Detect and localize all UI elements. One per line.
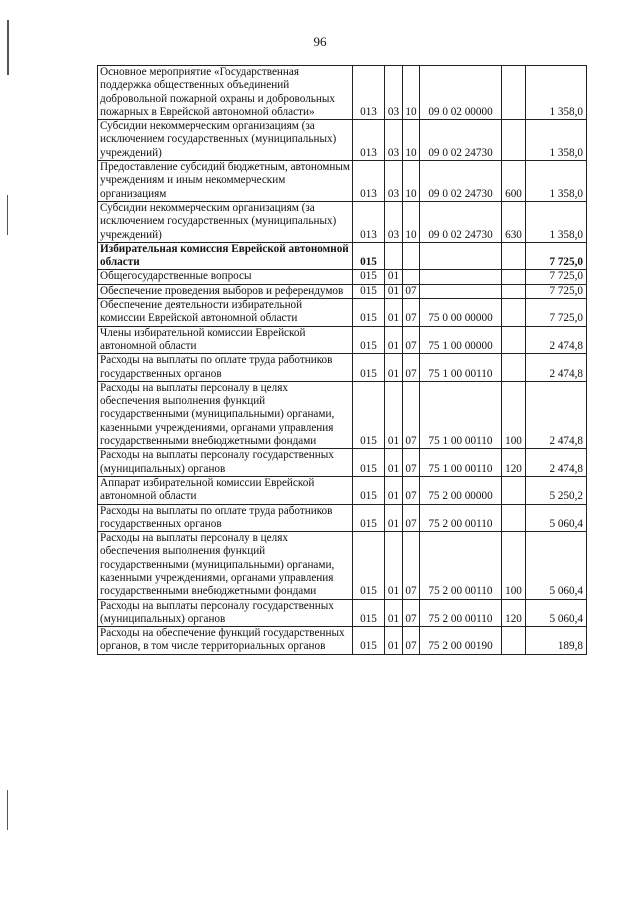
csr-cell — [420, 270, 502, 284]
row-name-cell: Члены избирательной комиссии Еврейской автономной области — [98, 326, 353, 354]
scan-edge-mark — [7, 195, 8, 235]
vr-cell — [502, 284, 526, 298]
ved-cell: 015 — [353, 284, 385, 298]
table-row — [98, 284, 587, 298]
sum-cell: 1 358,0 — [526, 120, 587, 161]
sum-cell: 2 474,8 — [526, 381, 587, 448]
sum-cell: 5 060,4 — [526, 504, 587, 532]
page-number: 96 — [313, 34, 327, 49]
table-row — [98, 476, 587, 504]
table-row — [98, 161, 587, 202]
row-name-cell: Расходы на выплаты персоналу государственных (муниципальных) органов — [98, 449, 353, 477]
table-row — [98, 66, 587, 120]
row-name-cell: Обеспечение проведения выборов и референдумов — [98, 284, 353, 298]
rz-cell: 03 — [385, 120, 403, 161]
row-name-cell: Расходы на выплаты по оплате труда работников государственных органов — [98, 354, 353, 382]
sum-cell: 1 358,0 — [526, 161, 587, 202]
ved-cell: 015 — [353, 326, 385, 354]
table-row — [98, 599, 587, 627]
rz-cell: 01 — [385, 354, 403, 382]
vr-cell — [502, 299, 526, 327]
rz-cell: 01 — [385, 449, 403, 477]
row-name-cell: Избирательная комиссия Еврейской автономной области — [98, 242, 353, 270]
table-row — [98, 201, 587, 242]
ved-cell: 015 — [353, 627, 385, 655]
rz-cell: 01 — [385, 270, 403, 284]
scan-edge-mark — [7, 790, 8, 830]
csr-cell: 75 1 00 00000 — [420, 326, 502, 354]
pr-cell: 07 — [403, 299, 420, 327]
csr-cell: 09 0 02 24730 — [420, 161, 502, 202]
row-name-cell: Предоставление субсидий бюджетным, автономным учреждениям и иным некоммерческим организациям — [98, 161, 353, 202]
ved-cell: 015 — [353, 476, 385, 504]
vr-cell: 120 — [502, 599, 526, 627]
rz-cell: 01 — [385, 381, 403, 448]
row-name-cell: Расходы на выплаты по оплате труда работников государственных органов — [98, 504, 353, 532]
table-row — [98, 449, 587, 477]
rz-cell: 01 — [385, 299, 403, 327]
csr-cell: 75 2 00 00110 — [420, 532, 502, 599]
sum-cell: 7 725,0 — [526, 284, 587, 298]
vr-cell — [502, 66, 526, 120]
pr-cell: 07 — [403, 326, 420, 354]
pr-cell — [403, 242, 420, 270]
vr-cell — [502, 270, 526, 284]
row-name-cell: Субсидии некоммерческим организациям (за исключением государственных (муниципальных) учреждений) — [98, 120, 353, 161]
pr-cell: 07 — [403, 504, 420, 532]
pr-cell: 07 — [403, 381, 420, 448]
csr-cell: 75 0 00 00000 — [420, 299, 502, 327]
ved-cell: 015 — [353, 599, 385, 627]
sum-cell: 189,8 — [526, 627, 587, 655]
csr-cell — [420, 284, 502, 298]
row-name-cell: Расходы на выплаты персоналу в целях обеспечения выполнения функций государственными (муниципальными) органами, казенными учреждениями, органами управления государственными внебюджетными фондами — [98, 532, 353, 599]
vr-cell: 630 — [502, 201, 526, 242]
rz-cell: 01 — [385, 504, 403, 532]
table-row — [98, 627, 587, 655]
rz-cell: 01 — [385, 476, 403, 504]
row-name-cell: Расходы на выплаты персоналу в целях обеспечения выполнения функций государственными (муниципальными) органами, казенными учреждениями, органами управления государственными внебюджетными фондами — [98, 381, 353, 448]
csr-cell: 75 1 00 00110 — [420, 354, 502, 382]
rz-cell: 01 — [385, 599, 403, 627]
row-name-cell: Обеспечение деятельности избирательной комиссии Еврейской автономной области — [98, 299, 353, 327]
rz-cell: 03 — [385, 161, 403, 202]
sum-cell: 2 474,8 — [526, 449, 587, 477]
budget-table-body — [98, 66, 587, 655]
pr-cell: 07 — [403, 284, 420, 298]
vr-cell — [502, 354, 526, 382]
vr-cell — [502, 326, 526, 354]
pr-cell: 07 — [403, 627, 420, 655]
ved-cell: 015 — [353, 381, 385, 448]
budget-table — [97, 65, 587, 655]
vr-cell — [502, 504, 526, 532]
vr-cell — [502, 120, 526, 161]
table-row — [98, 381, 587, 448]
pr-cell — [403, 270, 420, 284]
row-name-cell: Расходы на обеспечение функций государственных органов, в том числе территориальных органов — [98, 627, 353, 655]
rz-cell: 01 — [385, 284, 403, 298]
csr-cell: 09 0 02 24730 — [420, 120, 502, 161]
row-name-cell: Аппарат избирательной комиссии Еврейской автономной области — [98, 476, 353, 504]
rz-cell: 01 — [385, 532, 403, 599]
sum-cell: 7 725,0 — [526, 242, 587, 270]
pr-cell: 07 — [403, 599, 420, 627]
ved-cell: 013 — [353, 66, 385, 120]
table-row — [98, 326, 587, 354]
vr-cell: 600 — [502, 161, 526, 202]
table-row — [98, 532, 587, 599]
csr-cell: 75 2 00 00110 — [420, 504, 502, 532]
table-row — [98, 299, 587, 327]
vr-cell — [502, 476, 526, 504]
vr-cell: 100 — [502, 532, 526, 599]
csr-cell: 75 2 00 00190 — [420, 627, 502, 655]
table-row — [98, 242, 587, 270]
vr-cell: 120 — [502, 449, 526, 477]
sum-cell: 5 060,4 — [526, 599, 587, 627]
sum-cell: 7 725,0 — [526, 270, 587, 284]
row-name-cell: Расходы на выплаты персоналу государственных (муниципальных) органов — [98, 599, 353, 627]
pr-cell: 07 — [403, 449, 420, 477]
ved-cell: 015 — [353, 449, 385, 477]
ved-cell: 015 — [353, 532, 385, 599]
rz-cell: 01 — [385, 627, 403, 655]
row-name-cell: Общегосударственные вопросы — [98, 270, 353, 284]
pr-cell: 07 — [403, 476, 420, 504]
table-row — [98, 120, 587, 161]
ved-cell: 013 — [353, 161, 385, 202]
ved-cell: 013 — [353, 201, 385, 242]
csr-cell: 75 2 00 00110 — [420, 599, 502, 627]
ved-cell: 015 — [353, 242, 385, 270]
csr-cell: 75 1 00 00110 — [420, 381, 502, 448]
sum-cell: 5 250,2 — [526, 476, 587, 504]
csr-cell: 75 2 00 00000 — [420, 476, 502, 504]
pr-cell: 10 — [403, 201, 420, 242]
ved-cell: 015 — [353, 270, 385, 284]
vr-cell — [502, 242, 526, 270]
table-row — [98, 270, 587, 284]
rz-cell — [385, 242, 403, 270]
csr-cell: 09 0 02 24730 — [420, 201, 502, 242]
rz-cell: 03 — [385, 66, 403, 120]
pr-cell: 07 — [403, 532, 420, 599]
sum-cell: 2 474,8 — [526, 354, 587, 382]
sum-cell: 5 060,4 — [526, 532, 587, 599]
sum-cell: 7 725,0 — [526, 299, 587, 327]
pr-cell: 10 — [403, 120, 420, 161]
ved-cell: 015 — [353, 299, 385, 327]
ved-cell: 015 — [353, 354, 385, 382]
ved-cell: 013 — [353, 120, 385, 161]
csr-cell: 09 0 02 00000 — [420, 66, 502, 120]
sum-cell: 2 474,8 — [526, 326, 587, 354]
ved-cell: 015 — [353, 504, 385, 532]
row-name-cell: Субсидии некоммерческим организациям (за исключением государственных (муниципальных) учреждений) — [98, 201, 353, 242]
table-row — [98, 504, 587, 532]
vr-cell — [502, 627, 526, 655]
rz-cell: 01 — [385, 326, 403, 354]
rz-cell: 03 — [385, 201, 403, 242]
pr-cell: 10 — [403, 161, 420, 202]
vr-cell: 100 — [502, 381, 526, 448]
pr-cell: 10 — [403, 66, 420, 120]
row-name-cell: Основное мероприятие «Государственная поддержка общественных объединений добровольной пожарной охраны и добровольных пожарных в Еврейской автономной области» — [98, 66, 353, 120]
table-row — [98, 354, 587, 382]
sum-cell: 1 358,0 — [526, 201, 587, 242]
csr-cell: 75 1 00 00110 — [420, 449, 502, 477]
pr-cell: 07 — [403, 354, 420, 382]
sum-cell: 1 358,0 — [526, 66, 587, 120]
csr-cell — [420, 242, 502, 270]
